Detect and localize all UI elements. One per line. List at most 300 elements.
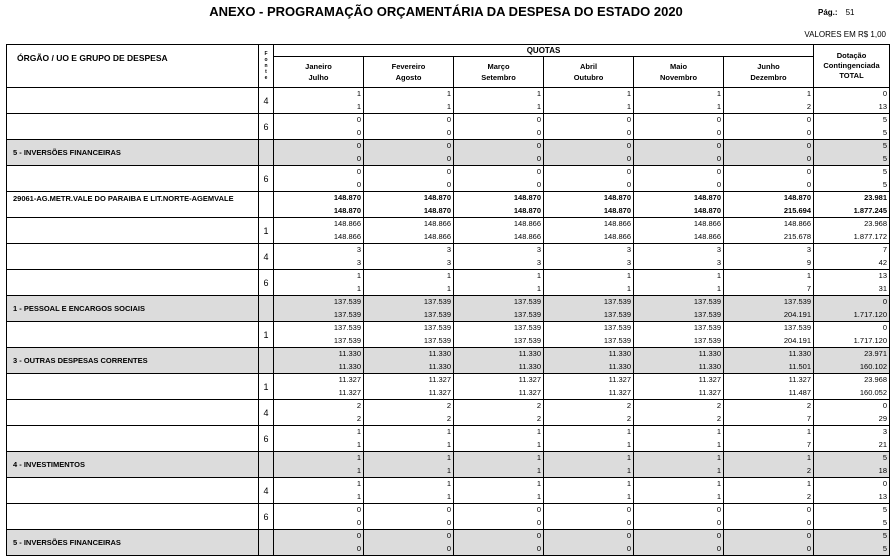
row-label: 5 - INVERSÕES FINANCEIRAS <box>7 530 259 556</box>
value-first-half: 148.866 <box>423 219 451 228</box>
value-second-half: 1 <box>716 439 721 449</box>
quota-cell <box>454 478 544 504</box>
total-cell <box>814 244 890 270</box>
value-first-half: 0 <box>356 167 361 176</box>
value-first-half: 137.539 <box>333 323 361 332</box>
month-header <box>364 57 454 88</box>
value-first-half: 1 <box>356 89 361 98</box>
total-cell <box>814 374 890 400</box>
quota-cell <box>274 218 364 244</box>
row-label <box>7 166 259 192</box>
month-bottom: Novembro <box>659 73 698 82</box>
value-first-half: 1 <box>716 453 721 462</box>
quota-cell <box>454 218 544 244</box>
group-row <box>7 192 890 218</box>
quota-cell <box>274 140 364 166</box>
value-first-half: 0 <box>536 505 541 514</box>
value-second-half: 0 <box>356 179 361 189</box>
value-first-half: 137.539 <box>513 323 541 332</box>
value-first-half: 148.870 <box>513 193 541 202</box>
quota-cell <box>544 530 634 556</box>
quota-cell <box>544 244 634 270</box>
quota-cell <box>634 166 724 192</box>
quota-cell <box>544 88 634 114</box>
value-first-half: 7 <box>882 245 888 254</box>
month-top: Fevereiro <box>391 62 426 71</box>
total-cell <box>814 192 890 218</box>
value-second-half: 0 <box>356 517 361 527</box>
value-first-half: 1 <box>806 479 812 488</box>
quota-cell <box>274 296 364 322</box>
value-first-half: 1 <box>806 271 812 280</box>
row-label <box>7 504 259 530</box>
quota-cell <box>274 166 364 192</box>
quota-cell <box>634 114 724 140</box>
value-second-half: 1 <box>716 491 721 501</box>
quota-cell <box>724 452 814 478</box>
value-second-half: 148.866 <box>333 231 361 241</box>
quota-cell <box>634 400 724 426</box>
value-first-half: 0 <box>626 115 631 124</box>
value-second-half: 1.877.245 <box>853 205 888 215</box>
value-second-half: 0 <box>446 543 451 553</box>
value-first-half: 1 <box>446 453 451 462</box>
value-first-half: 0 <box>536 115 541 124</box>
quota-cell <box>634 426 724 452</box>
value-second-half: 11.327 <box>428 387 451 397</box>
quota-cell <box>544 296 634 322</box>
quota-cell <box>454 296 544 322</box>
value-second-half: 0 <box>536 127 541 137</box>
value-first-half: 148.866 <box>783 219 812 228</box>
value-second-half: 2 <box>806 465 812 475</box>
value-first-half: 11.330 <box>428 349 451 358</box>
quota-cell <box>364 400 454 426</box>
quota-cell <box>724 322 814 348</box>
fonte-row <box>7 504 890 530</box>
value-second-half: 2 <box>806 491 812 501</box>
value-first-half: 1 <box>356 271 361 280</box>
total-cell <box>814 166 890 192</box>
value-first-half: 3 <box>626 245 631 254</box>
value-second-half: 13 <box>878 491 888 501</box>
dotacao-line2: Contingenciada <box>823 61 880 70</box>
value-first-half: 0 <box>716 115 721 124</box>
quota-cell <box>274 530 364 556</box>
quota-cell <box>544 218 634 244</box>
total-cell <box>814 322 890 348</box>
value-first-half: 0 <box>882 89 888 98</box>
fonte-cell: 6 <box>259 504 274 530</box>
total-cell <box>814 296 890 322</box>
value-second-half: 160.052 <box>859 387 888 397</box>
total-cell <box>814 140 890 166</box>
value-second-half: 0 <box>716 517 721 527</box>
value-second-half: 0 <box>356 127 361 137</box>
row-label <box>7 270 259 296</box>
value-second-half: 137.539 <box>603 335 631 345</box>
value-second-half: 1 <box>626 491 631 501</box>
value-second-half: 1 <box>356 101 361 111</box>
value-second-half: 3 <box>356 257 361 267</box>
value-second-half: 11.327 <box>608 387 631 397</box>
value-first-half: 148.870 <box>693 193 721 202</box>
value-second-half: 204.191 <box>783 309 812 319</box>
value-second-half: 1.717.120 <box>853 309 888 319</box>
quota-cell <box>634 244 724 270</box>
row-label: 29061-AG.METR.VALE DO PARAIBA E LIT.NORTE-AGEMVALE <box>7 192 259 218</box>
value-first-half: 0 <box>536 167 541 176</box>
value-second-half: 137.539 <box>513 309 541 319</box>
value-first-half: 11.330 <box>608 349 631 358</box>
quota-cell <box>724 166 814 192</box>
value-second-half: 1 <box>536 465 541 475</box>
value-second-half: 0 <box>716 127 721 137</box>
total-label: TOTAL <box>839 71 864 80</box>
value-first-half: 0 <box>626 167 631 176</box>
value-second-half: 0 <box>716 153 721 163</box>
value-first-half: 0 <box>882 479 888 488</box>
value-first-half: 5 <box>882 453 888 462</box>
fonte-cell: 4 <box>259 400 274 426</box>
fonte-cell: 6 <box>259 426 274 452</box>
value-first-half: 1 <box>536 271 541 280</box>
quota-cell <box>364 478 454 504</box>
value-second-half: 148.866 <box>423 231 451 241</box>
value-second-half: 0 <box>356 543 361 553</box>
value-second-half: 148.866 <box>603 231 631 241</box>
value-second-half: 137.539 <box>603 309 631 319</box>
fonte-row <box>7 478 890 504</box>
value-second-half: 1 <box>446 491 451 501</box>
value-second-half: 0 <box>446 179 451 189</box>
value-second-half: 11.330 <box>698 361 721 371</box>
value-second-half: 2 <box>806 101 812 111</box>
value-second-half: 148.870 <box>693 205 721 215</box>
value-first-half: 137.539 <box>603 297 631 306</box>
value-second-half: 2 <box>536 413 541 423</box>
value-second-half: 0 <box>626 179 631 189</box>
total-cell <box>814 426 890 452</box>
fonte-row <box>7 322 890 348</box>
value-first-half: 0 <box>356 141 361 150</box>
fonte-cell: 1 <box>259 374 274 400</box>
value-first-half: 1 <box>626 427 631 436</box>
value-second-half: 148.866 <box>693 231 721 241</box>
total-cell <box>814 88 890 114</box>
month-top: Junho <box>757 62 780 71</box>
value-second-half: 0 <box>536 543 541 553</box>
value-first-half: 11.327 <box>608 375 631 384</box>
value-second-half: 7 <box>806 283 812 293</box>
row-label <box>7 244 259 270</box>
quota-cell <box>544 426 634 452</box>
value-first-half: 11.327 <box>428 375 451 384</box>
quota-cell <box>544 114 634 140</box>
value-first-half: 0 <box>716 531 721 540</box>
quota-cell <box>454 88 544 114</box>
value-first-half: 3 <box>716 245 721 254</box>
fonte-cell <box>259 296 274 322</box>
fonte-cell <box>259 192 274 218</box>
quota-cell <box>454 270 544 296</box>
quota-cell <box>724 504 814 530</box>
quota-cell <box>274 88 364 114</box>
quota-cell <box>454 114 544 140</box>
value-first-half: 0 <box>356 115 361 124</box>
group-row <box>7 140 890 166</box>
quota-cell <box>274 244 364 270</box>
value-second-half: 2 <box>356 413 361 423</box>
quota-cell <box>544 400 634 426</box>
value-second-half: 11.501 <box>788 361 812 371</box>
fonte-row <box>7 218 890 244</box>
value-first-half: 1 <box>626 89 631 98</box>
value-second-half: 5 <box>882 517 888 527</box>
value-first-half: 0 <box>356 505 361 514</box>
row-label <box>7 114 259 140</box>
value-first-half: 1 <box>716 479 721 488</box>
fonte-cell <box>259 530 274 556</box>
month-bottom: Setembro <box>481 73 516 82</box>
quota-cell <box>454 348 544 374</box>
value-first-half: 1 <box>626 479 631 488</box>
fonte-row <box>7 244 890 270</box>
quota-cell <box>364 270 454 296</box>
fonte-cell: 4 <box>259 244 274 270</box>
value-second-half: 137.539 <box>333 335 361 345</box>
fonte-cell: 1 <box>259 322 274 348</box>
month-header <box>724 57 814 88</box>
value-second-half: 0 <box>626 153 631 163</box>
value-second-half: 0 <box>626 543 631 553</box>
fonte-cell: 1 <box>259 218 274 244</box>
value-first-half: 1 <box>536 427 541 436</box>
value-first-half: 11.327 <box>788 375 812 384</box>
value-second-half: 11.327 <box>518 387 541 397</box>
value-first-half: 148.870 <box>603 193 631 202</box>
quota-cell <box>724 374 814 400</box>
value-first-half: 0 <box>536 531 541 540</box>
value-first-half: 1 <box>806 89 812 98</box>
value-first-half: 1 <box>716 89 721 98</box>
value-first-half: 148.870 <box>423 193 451 202</box>
quota-cell <box>544 166 634 192</box>
value-second-half: 137.539 <box>333 309 361 319</box>
value-second-half: 0 <box>626 517 631 527</box>
row-label <box>7 322 259 348</box>
budget-table <box>6 44 890 556</box>
value-second-half: 1 <box>356 439 361 449</box>
row-label: 3 - OUTRAS DESPESAS CORRENTES <box>7 348 259 374</box>
value-first-half: 0 <box>356 531 361 540</box>
value-first-half: 0 <box>626 531 631 540</box>
value-second-half: 0 <box>806 179 812 189</box>
total-cell <box>814 348 890 374</box>
quota-cell <box>544 322 634 348</box>
value-second-half: 1.717.120 <box>853 335 888 345</box>
value-first-half: 0 <box>446 531 451 540</box>
value-second-half: 11.330 <box>518 361 541 371</box>
quota-cell <box>634 322 724 348</box>
currency-note: VALORES EM R$ 1,00 <box>804 30 886 39</box>
quota-cell <box>544 504 634 530</box>
value-second-half: 1 <box>626 283 631 293</box>
value-second-half: 1 <box>536 283 541 293</box>
quota-cell <box>544 348 634 374</box>
total-cell <box>814 114 890 140</box>
total-cell <box>814 478 890 504</box>
value-second-half: 7 <box>806 439 812 449</box>
value-first-half: 137.539 <box>693 323 721 332</box>
value-second-half: 29 <box>878 413 888 423</box>
dotacao-line1: Dotação <box>836 51 867 60</box>
value-second-half: 2 <box>716 413 721 423</box>
value-first-half: 5 <box>882 531 888 540</box>
group-row <box>7 530 890 556</box>
quota-cell <box>634 296 724 322</box>
value-first-half: 1 <box>536 479 541 488</box>
value-first-half: 1 <box>356 453 361 462</box>
value-first-half: 0 <box>626 505 631 514</box>
value-second-half: 0 <box>536 179 541 189</box>
value-second-half: 160.102 <box>859 361 888 371</box>
quota-cell <box>454 192 544 218</box>
quota-cell <box>364 114 454 140</box>
quota-cell <box>724 478 814 504</box>
quota-cell <box>454 504 544 530</box>
total-cell <box>814 270 890 296</box>
quota-cell <box>634 218 724 244</box>
quota-cell <box>454 322 544 348</box>
quota-cell <box>454 244 544 270</box>
value-second-half: 1 <box>536 491 541 501</box>
value-second-half: 1 <box>446 283 451 293</box>
value-first-half: 137.539 <box>783 297 812 306</box>
value-first-half: 1 <box>446 479 451 488</box>
fonte-cell <box>259 348 274 374</box>
value-first-half: 0 <box>716 505 721 514</box>
value-first-half: 0 <box>882 323 888 332</box>
value-first-half: 1 <box>806 427 812 436</box>
value-first-half: 23.968 <box>864 219 888 228</box>
value-second-half: 215.694 <box>783 205 812 215</box>
row-label <box>7 426 259 452</box>
quota-cell <box>364 504 454 530</box>
value-second-half: 9 <box>806 257 812 267</box>
value-first-half: 5 <box>882 141 888 150</box>
quotas-header: QUOTAS <box>274 45 814 57</box>
quota-cell <box>364 530 454 556</box>
value-second-half: 137.539 <box>513 335 541 345</box>
value-first-half: 3 <box>446 245 451 254</box>
fonte-cell: 6 <box>259 166 274 192</box>
value-second-half: 1.877.172 <box>853 231 888 241</box>
value-first-half: 0 <box>446 115 451 124</box>
value-first-half: 5 <box>882 167 888 176</box>
value-second-half: 7 <box>806 413 812 423</box>
fonte-letter: e <box>264 75 268 81</box>
fonte-header <box>259 45 274 88</box>
quota-cell <box>724 400 814 426</box>
value-second-half: 1 <box>356 465 361 475</box>
month-header <box>274 57 364 88</box>
row-label <box>7 218 259 244</box>
value-first-half: 137.539 <box>423 297 451 306</box>
value-second-half: 11.327 <box>698 387 721 397</box>
quota-cell <box>724 218 814 244</box>
quota-cell <box>364 88 454 114</box>
quota-cell <box>364 452 454 478</box>
value-first-half: 5 <box>882 115 888 124</box>
value-first-half: 1 <box>356 427 361 436</box>
value-first-half: 1 <box>716 427 721 436</box>
value-first-half: 11.330 <box>698 349 721 358</box>
page-label: Pág.: <box>818 8 838 17</box>
value-first-half: 3 <box>882 427 888 436</box>
value-first-half: 11.327 <box>518 375 541 384</box>
value-first-half: 148.870 <box>783 193 812 202</box>
quota-cell <box>454 530 544 556</box>
fonte-row <box>7 270 890 296</box>
value-second-half: 204.191 <box>783 335 812 345</box>
quota-cell <box>724 88 814 114</box>
value-second-half: 2 <box>626 413 631 423</box>
quota-cell <box>634 88 724 114</box>
page-number: 51 <box>845 8 855 17</box>
value-first-half: 2 <box>536 401 541 410</box>
value-second-half: 3 <box>716 257 721 267</box>
value-first-half: 148.866 <box>603 219 631 228</box>
value-first-half: 0 <box>806 115 812 124</box>
value-first-half: 0 <box>446 141 451 150</box>
value-second-half: 148.870 <box>333 205 361 215</box>
value-first-half: 137.539 <box>693 297 721 306</box>
fonte-letter: o <box>264 57 268 63</box>
quota-cell <box>544 478 634 504</box>
quota-cell <box>364 348 454 374</box>
value-first-half: 0 <box>536 141 541 150</box>
value-first-half: 148.866 <box>513 219 541 228</box>
quota-cell <box>364 192 454 218</box>
value-first-half: 0 <box>882 297 888 306</box>
value-second-half: 1 <box>626 101 631 111</box>
value-first-half: 1 <box>806 453 812 462</box>
quota-cell <box>724 530 814 556</box>
month-bottom: Dezembro <box>750 73 787 82</box>
value-second-half: 1 <box>446 439 451 449</box>
row-label: 5 - INVERSÕES FINANCEIRAS <box>7 140 259 166</box>
value-first-half: 1 <box>356 479 361 488</box>
month-top: Abril <box>579 62 598 71</box>
total-cell <box>814 530 890 556</box>
value-first-half: 0 <box>882 401 888 410</box>
value-second-half: 1 <box>626 439 631 449</box>
value-second-half: 137.539 <box>693 335 721 345</box>
value-second-half: 148.870 <box>603 205 631 215</box>
fonte-cell: 4 <box>259 88 274 114</box>
fonte-cell: 6 <box>259 114 274 140</box>
fonte-letter: t <box>265 69 267 75</box>
value-second-half: 31 <box>878 283 888 293</box>
value-second-half: 11.330 <box>428 361 451 371</box>
quota-cell <box>634 270 724 296</box>
value-first-half: 148.870 <box>333 193 361 202</box>
value-second-half: 0 <box>536 153 541 163</box>
fonte-row <box>7 426 890 452</box>
value-first-half: 23.971 <box>864 349 888 358</box>
month-top: Março <box>487 62 510 71</box>
